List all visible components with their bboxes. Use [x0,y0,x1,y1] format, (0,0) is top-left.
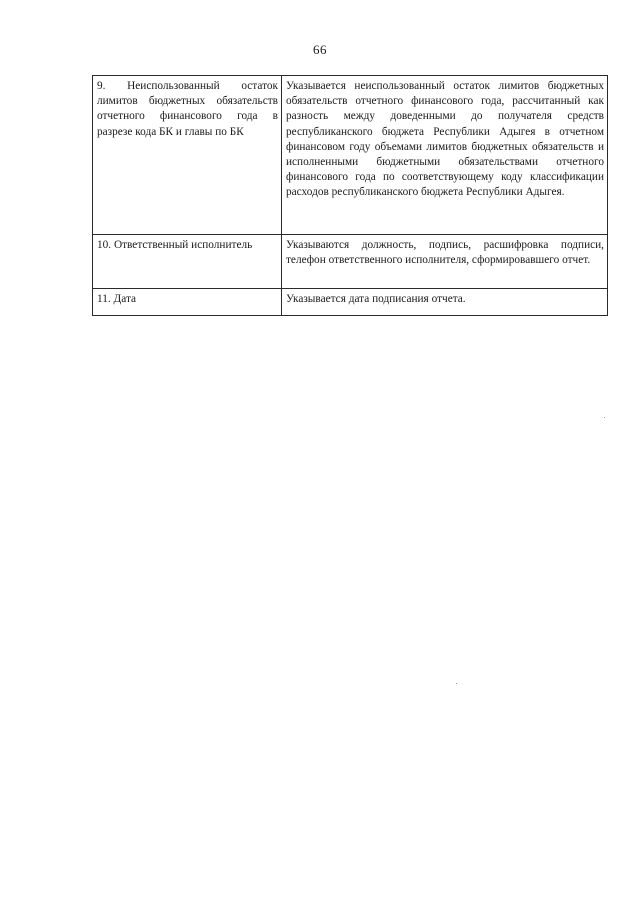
field-description-cell: Указываются должность, подпись, расшифровка подписи, телефон ответственного исполнителя, сформировавшего отчет. [282,235,608,289]
table-row [93,235,608,289]
table-row [93,289,608,316]
field-label-cell: 9. Неиспользованный остаток лимитов бюджетных обязательств отчетного финансового года в разрезе кода БК и главы по БК [93,76,282,235]
field-description-cell: Указывается неиспользованный остаток лимитов бюджетных обязательств отчетного финансового года, рассчитанный как разность между доведенными до получателя средств республиканского бюджета Республики Адыгея в отчетном финансовом году объемами лимитов бюджетных обязательств и исполненными бюджетными обязательствами отчетного финансового года по соответствующему коду классификации расходов республиканского бюджета Республики Адыгея. [282,76,608,235]
field-label-cell: 10. Ответственный исполнитель [93,235,282,289]
table-row [93,76,608,235]
page-number: 66 [313,42,327,57]
field-description-cell: Указывается дата подписания отчета. [282,289,608,316]
scan-speck [456,683,457,684]
scan-speck [604,417,605,418]
field-label-cell: 11. Дата [93,289,282,316]
report-fields-table [92,75,608,316]
